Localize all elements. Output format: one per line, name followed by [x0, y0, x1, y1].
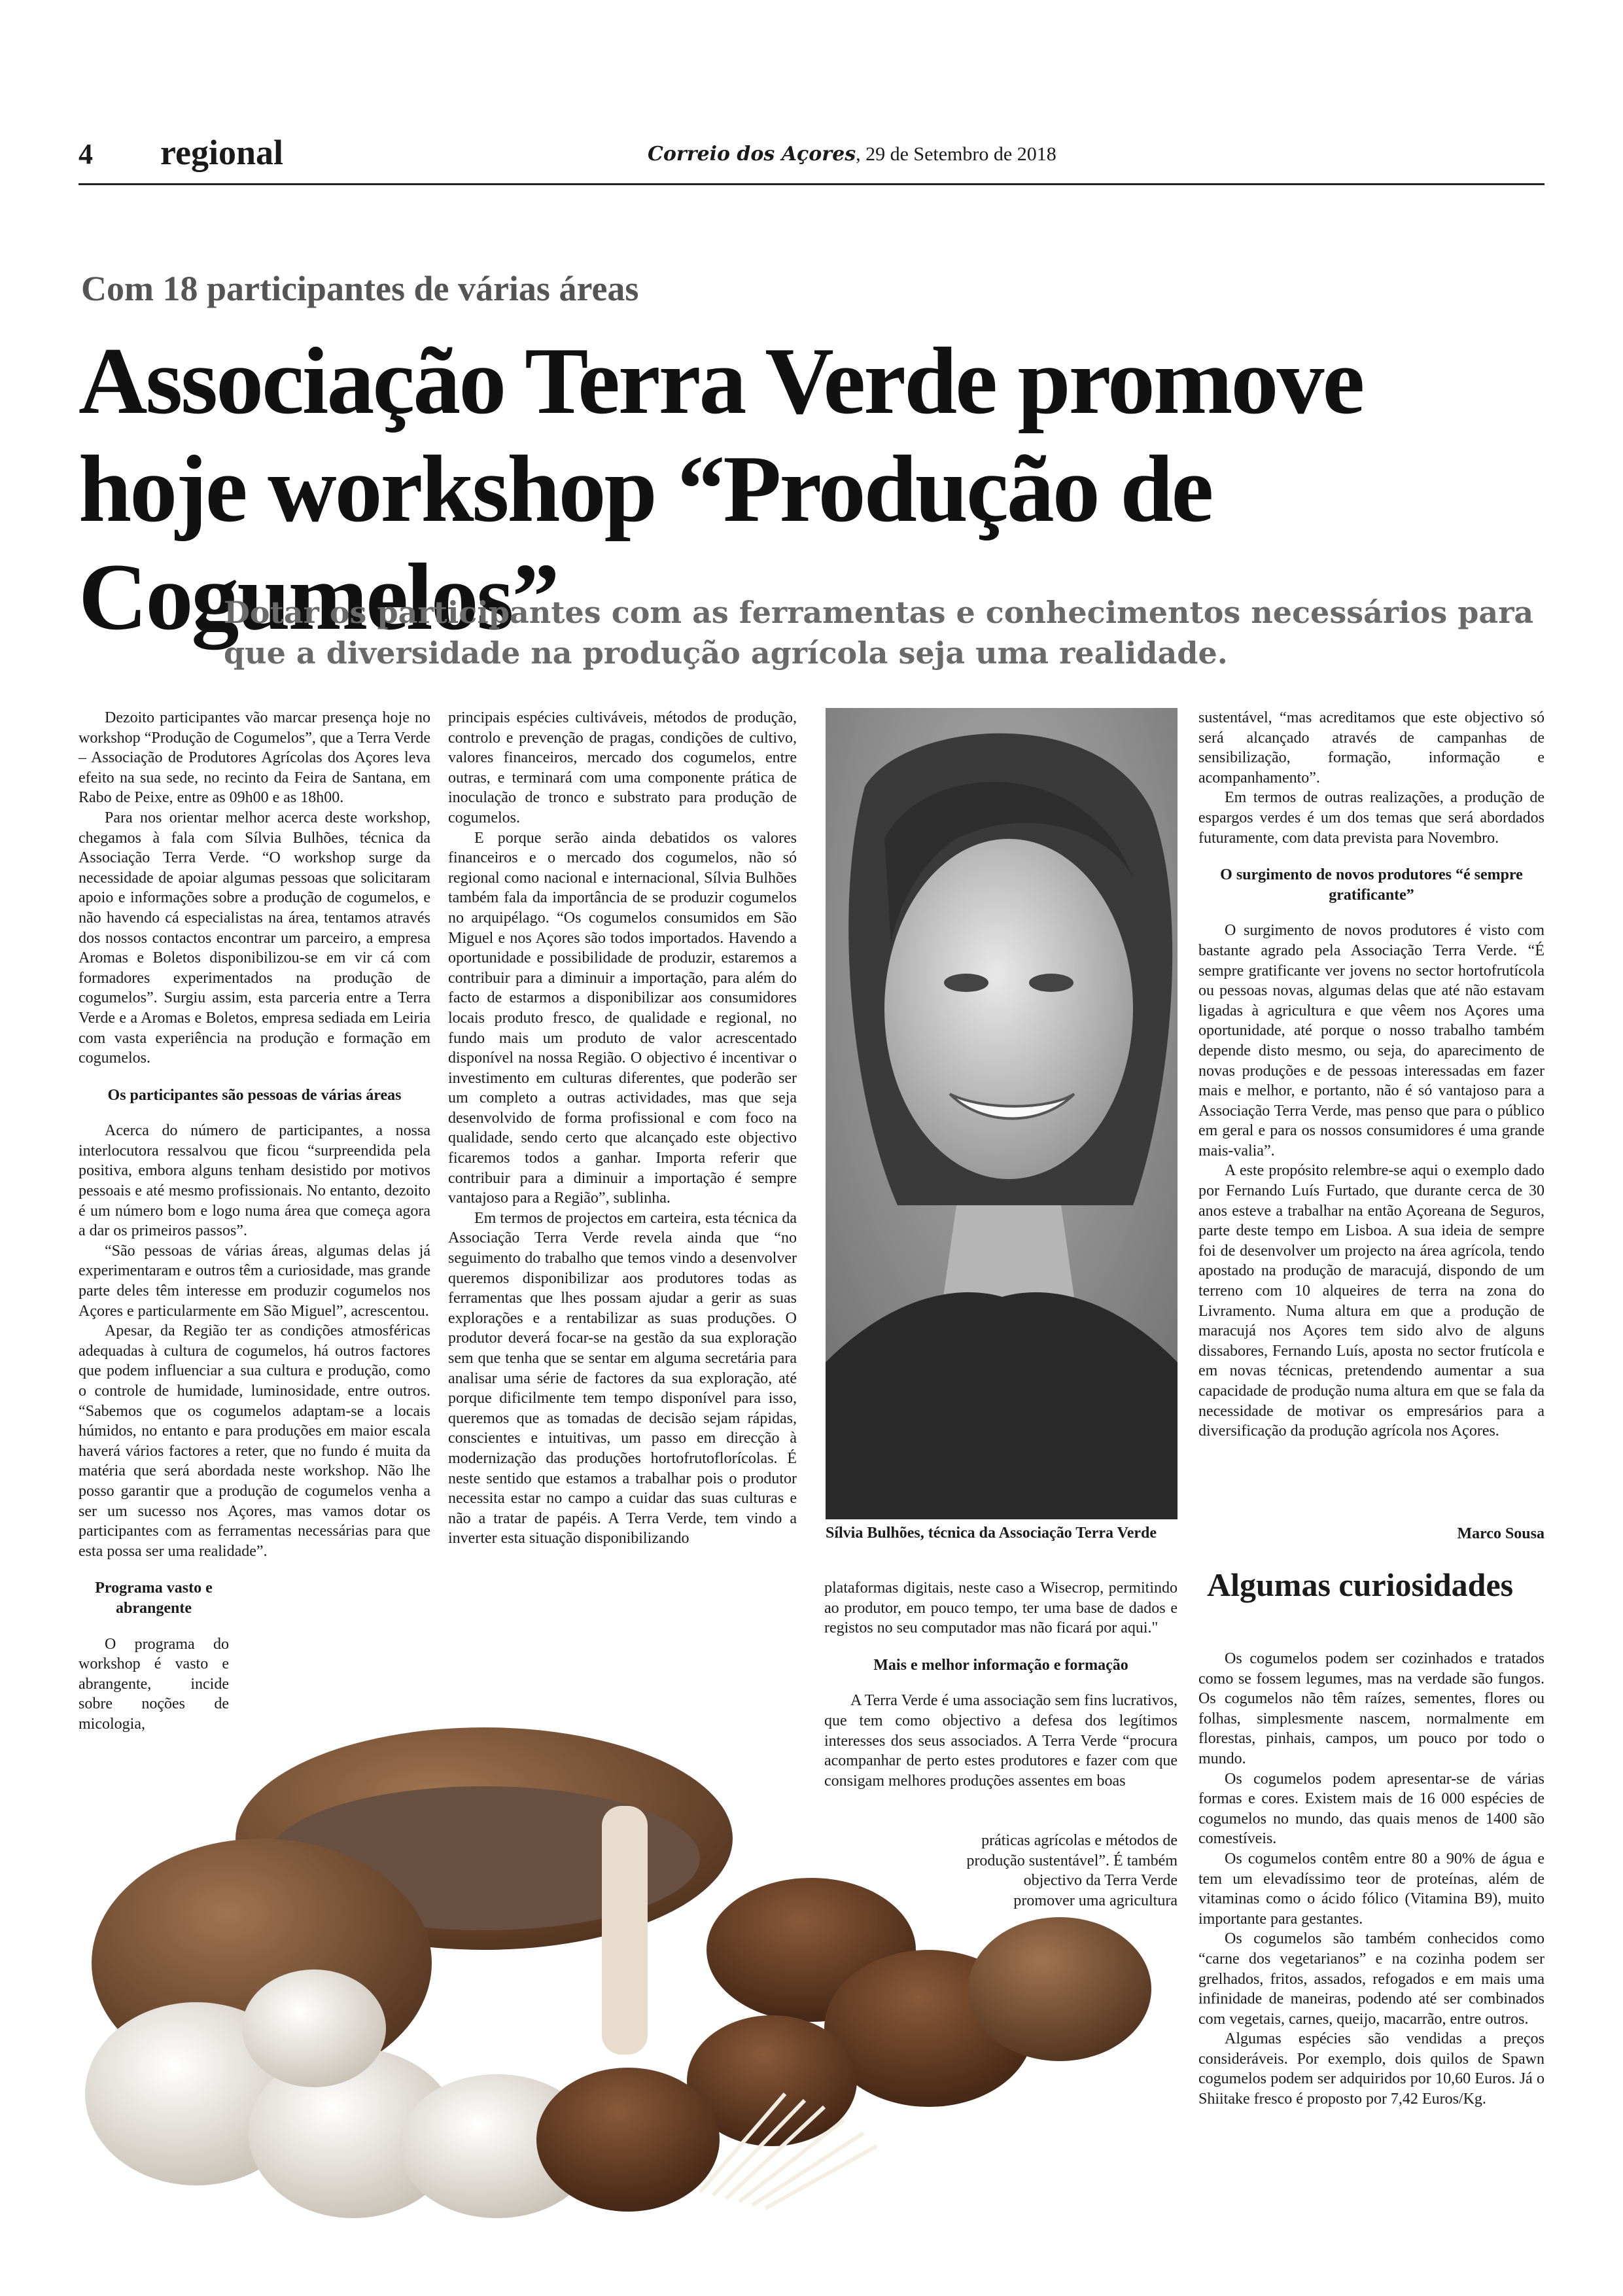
- mushrooms-photo: [79, 1623, 1178, 2222]
- article-column-1: [79, 708, 430, 1735]
- page-number: 4: [79, 138, 93, 170]
- paragraph: A este propósito relembre-se aqui o exemplo dado por Fernando Luís Furtado, que durante cerca de 30 anos esteve a trabalhar na então Açoreana de Seguros, parte deste tempo em Lisboa. A sua ideia de sempre foi de desenvolver um projecto na área agrícola, tendo apostado na produção de maracujá, dispondo de um terreno com 10 alqueires de terra na zona do Livramento. Numa altura em que a produção de maracujá nos Açores tem sido alvo de alguns dissabores, Fernando Luís, aposta no sector frutícola e em novas técnicas, pretendendo aumentar a sua capacidade de produção numa altura em que se fala da necessidade de motivar os empresários para a diversificação da produção agrícola nos Açores.: [1198, 1162, 1544, 1440]
- subheading-text: Os participantes são pessoas de várias áreas: [107, 1086, 402, 1104]
- paragraph: práticas agrícolas e métodos de produção sustentável”. É também objectivo da Terra Verde promover uma agricultura: [966, 1832, 1178, 1909]
- subtitle: Dotar os participantes com as ferramentas e conhecimentos necessários para que a diversidade na produção agrícola seja uma realidade.: [224, 595, 1534, 671]
- newspaper-name: Correio dos Açores: [648, 143, 856, 166]
- portrait-photo: [826, 708, 1178, 1519]
- sidebar-text: [1198, 1649, 1544, 2110]
- paragraph: principais espécies cultiváveis, métodos de produção, controlo e prevenção de pragas, condições de cultivo, valores financeiros, mercado dos cogumelos, entre outras, e terminará com uma componente prática de inoculação de tronco e substrato para produção de cogumelos.: [448, 709, 797, 826]
- paragraph: A Terra Verde é uma associação sem fins lucrativos, que tem como objectivo a defesa dos legítimos interesses dos seus associados. A Terra Verde “procura acompanhar de perto estes produtores e fazer com que consigam melhores produções assentes em boas: [824, 1692, 1178, 1790]
- page-header: [79, 131, 1544, 185]
- kicker: Com 18 participantes de várias áreas: [81, 269, 639, 308]
- paragraph: Os cogumelos podem apresentar-se de várias formas e cores. Existem mais de 16 000 espécies de cogumelos no mundo, das quais menos de 1400 são comestíveis.: [1198, 1770, 1544, 1848]
- paragraph: E porque serão ainda debatidos os valores financeiros e o mercado dos cogumelos, não só regional como nacional e internacional, Sílvia Bulhões também fala da importância de se produzir cogumelos no arquipélago. “Os cogumelos consumidos em São Miguel e nos Açores são todos importados. Havendo a oportunidade e possibilidade de produzir, estaremos a contribuir para a diminuir a importação, para além do facto de estarmos a disponibilizar aos consumidores locais produto fresco, de qualidade e regional, no fundo mais um produto de valor acrescentado disponível na nossa Região. O objectivo é incentivar o investimento em culturas diferentes, que poderão ser um completo a outras actividades, mas que seja desenvolvido de forma profissional e com foco na qualidade, sendo certo que alcançado este objectivo ficaremos todos a ganhar. Importa referir que contribuir para a diminuir a importação é sempre vantajoso para a Região”, sublinha.: [448, 829, 797, 1207]
- paragraph: plataformas digitais, neste caso a Wisecrop, permitindo ao produtor, em pouco tempo, ter uma base de dados e registos no seu computador mas não ficará por aqui.": [824, 1580, 1178, 1637]
- subheading: [79, 1578, 229, 1618]
- paragraph: O programa do workshop é vasto e abrangente, incide sobre noções de micologia,: [79, 1635, 229, 1733]
- paragraph: Os cogumelos podem ser cozinhados e tratados como se fossem legumes, mas na verdade são fungos. Os cogumelos não têm raízes, sementes, flores ou folhas, simplesmente nascem, normalmente em florestas, pinhais, campos, um pouco por todo o mundo.: [1198, 1650, 1544, 1767]
- byline: Marco Sousa: [1457, 1525, 1544, 1542]
- issue-date: , 29 de Setembro de 2018: [856, 143, 1056, 165]
- paragraph: Acerca do número de participantes, a nossa interlocutora ressalvou que ficou “surpreendida pela positiva, embora alguns tenham desistido por motivos pessoais e até mesmo profissionais. No entanto, dezoito é um número bom e logo numa área que começa agora a dar os primeiros passos”.: [79, 1122, 430, 1240]
- subheading-text: Programa vasto e abrangente: [95, 1580, 213, 1617]
- article-column-2: [448, 708, 797, 1549]
- subheading-text: O surgimento de novos produtores “é sempre gratificante”: [1220, 866, 1523, 904]
- paragraph: Os cogumelos contêm entre 80 a 90% de água e tem um elevadíssimo teor de proteínas, além de vitaminas como o ácido fólico (Vitamina B9), muito importante para gestantes.: [1198, 1850, 1544, 1928]
- paragraph: sustentável, “mas acreditamos que este objectivo só será alcançado através de campanhas de sensibilização, formação, informação e acompanhamento”.: [1198, 709, 1544, 786]
- subheading-text: Mais e melhor informação e formação: [873, 1656, 1128, 1674]
- paragraph: Apesar, da Região ter as condições atmosféricas adequadas à cultura de cogumelos, há outros factores que podem influenciar a sua cultura e produção, como o controle de humidade, luminosidade, entre outros. “Sabemos que os cogumelos adaptam-se a locais húmidos, no entanto e para produções em maior escala haverá vários factores a reter, que no fundo é muita da matéria que será abordada neste workshop. Não lhe posso garantir que a produção de cogumelos venha a ser um sucesso nos Açores, mas vamos dotar os participantes com as ferramentas necessárias para que esta possa ser uma realidade”.: [79, 1322, 430, 1560]
- paragraph: Os cogumelos são também conhecidos como “carne dos vegetarianos” e na cozinha podem ser grelhados, fritos, assados, refogados e em mais uma infinidade de maneiras, podendo até ser combinados com vegetais, carnes, queijo, macarrão, entre outros.: [1198, 1930, 1544, 2028]
- portrait-illustration: [826, 708, 1178, 1519]
- masthead: [648, 143, 1056, 166]
- section-name: regional: [160, 133, 283, 172]
- photo-caption: Sílvia Bulhões, técnica da Associação Terra Verde: [826, 1525, 1157, 1542]
- headline: Associação Terra Verde promove hoje workshop “Produção de Cogumelos”: [79, 328, 1363, 650]
- paragraph: Dezoito participantes vão marcar presença hoje no workshop “Produção de Cogumelos”, que a Terra Verde – Associação de Produtores Agrícolas dos Açores leva efeito na sua sede, no recinto da Feira de Santana, em Rabo de Peixe, entre as 09h00 e as 18h00.: [79, 709, 430, 807]
- paragraph: Em termos de outras realizações, a produção de espargos verdes é um dos temas que será abordados futuramente, com data prevista para Novembro.: [1198, 789, 1544, 847]
- paragraph: Para nos orientar melhor acerca deste workshop, chegamos à fala com Sílvia Bulhões, técnica da Associação Terra Verde. “O workshop surge da necessidade de apoiar algumas pessoas que solicitaram apoio e informações sobre a produção de cogumelos, e não havendo cá especialistas na área, tentamos através dos nossos contactos encontrar um parceiro, a empresa Aromas e Boletos disponibilizou-se em vir cá com formadores experimentados na produção de cogumelos”. Surgiu assim, esta parceria entre a Terra Verde e a Aromas e Boletos, empresa sediada em Leiria com vasta experiência na produção e formação em cogumelos.: [79, 809, 430, 1067]
- paragraph: “São pessoas de várias áreas, algumas delas já experimentaram e outros têm a curiosidade, mas grande parte deles têm interesse em produzir cogumelos nos Açores e particularmente em São Miguel”, acrescentou.: [79, 1242, 430, 1320]
- paragraph: Algumas espécies são vendidas a preços consideráveis. Por exemplo, dois quilos de Spawn cogumelos podem ser adquiridos por 10,60 Euros. Já o Shiitake fresco é proposto por 7,42 Euros/Kg.: [1198, 2030, 1544, 2108]
- subheading: [79, 1086, 430, 1106]
- subheading: [1198, 865, 1544, 905]
- paragraph: O surgimento de novos produtores é visto com bastante agrado pela Associação Terra Verde. “É sempre gratificante ver jovens no sector hortofrutícola ou pessoas novas, algumas delas que até não estavam ligadas à agricultura e que vêem nos Açores uma oportunidade, até porque o nosso trabalho também depende disto mesmo, ou seja, do aparecimento de novas produções e de pessoas interessadas em fazer mais e melhor, e portanto, não é só vantajoso para a Associação Terra Verde, mas penso que para o público em geral e para os nossos consumidores é uma grande mais-valia”.: [1198, 922, 1544, 1159]
- sidebar-title: Algumas curiosidades: [1207, 1566, 1514, 1603]
- paragraph: Em termos de projectos em carteira, esta técnica da Associação Terra Verde revela ainda que “no seguimento do trabalho que temos vindo a desenvolver queremos disponibilizar aos produtores todas as ferramentas que lhes possam ajudar a gerir as suas explorações e a rentabilizar as suas produções. O produtor deverá focar-se na gestão da sua exploração sem que tenha que se sentar em alguma secretária para analisar uma série de factores da sua exploração, até porque dificilmente tem tempo disponível para isso, queremos que as tomadas de decisão sejam rápidas, conscientes e intuitivas, um passo em direcção à modernização das produções hortofrutoflorícolas. É neste sentido que estamos a trabalhar pois o produtor necessita estar no campo a cuidar das suas culturas e não a tratar de papéis. A Terra Verde, tem vindo a inverter esta situação disponibilizando: [448, 1209, 797, 1547]
- article-column-4: [1198, 708, 1544, 1441]
